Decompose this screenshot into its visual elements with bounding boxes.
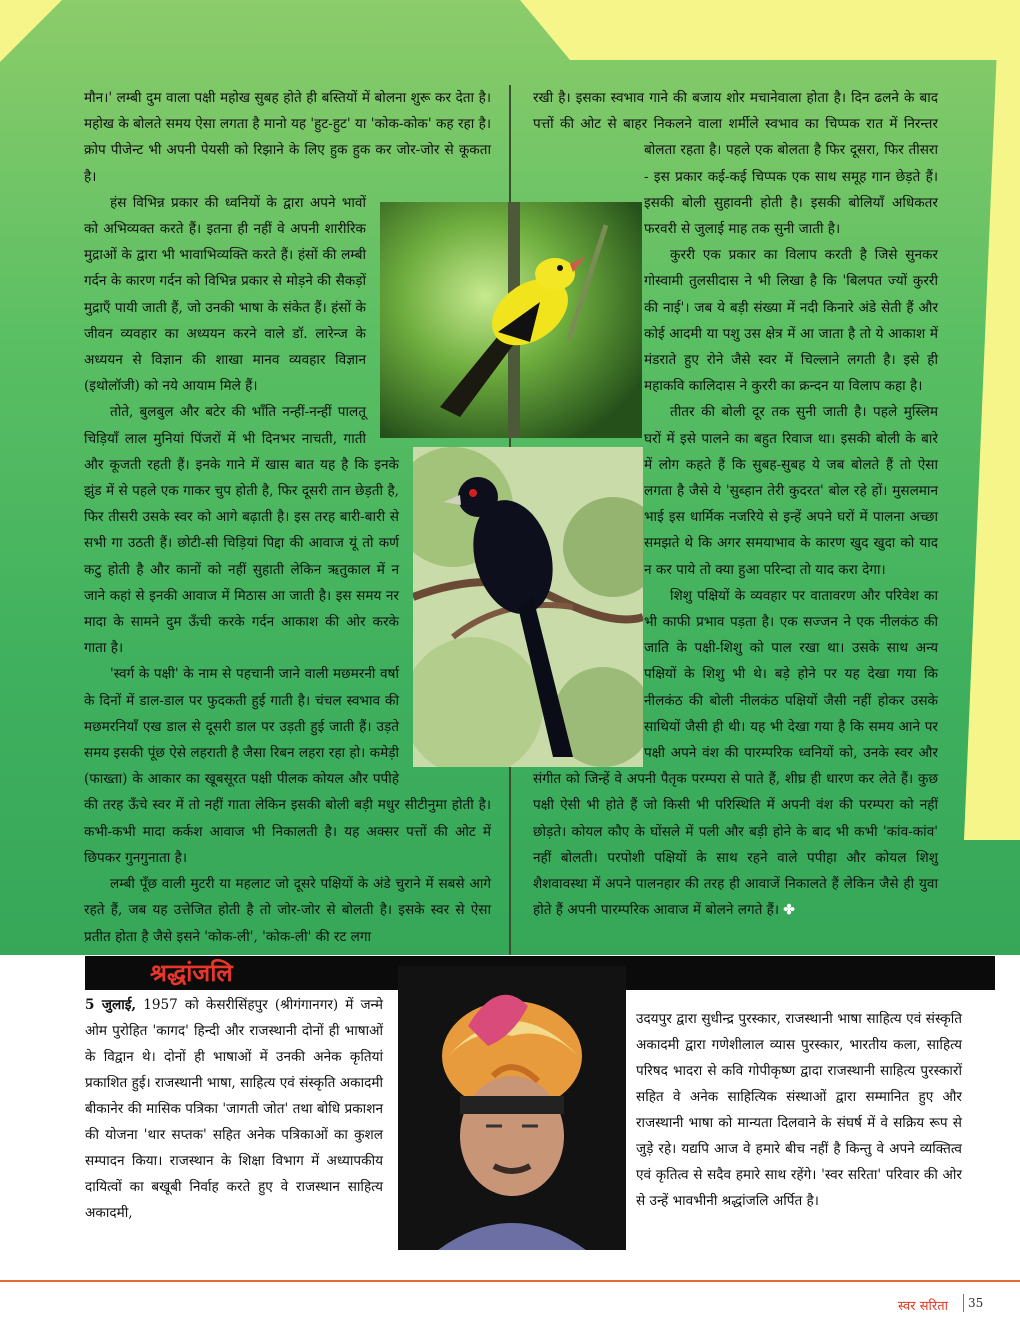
portrait-photo [398,966,626,1250]
page-number: 35 [968,1296,984,1310]
left-paragraph-1: मौन।' लम्बी दुम वाला पक्षी महोख सुबह होते ही बस्तियों में बोलना शुरू कर देता है। महोख के बोलते समय ऐसा लगता है मानो यह 'हुट-हुट' या 'कोक-कोक' कह रहा है। क्रोप पीजेन्ट भी अपनी पेयसी को रिझाने के लिए हुक हुक कर जोर-जोर से कूकता है। [84,90,491,185]
right-paragraph-2: कुररी एक प्रकार का विलाप करती है जिसे सुनकर गोस्वामी तुलसीदास ने भी लिखा है कि 'बिलपत ज्यों कुररी की नाई'। जब ये बड़ी संख्या में नदी किनारे अंडे सेती हैं और कोई आदमी या पशु उस क्षेत्र में आ जाता है तो ये आकाश में मंडराते हुए रोने जैसे स्वर में चिल्लाने लगती है। इसे ही महाकवि कालिदास ने कुररी का क्रन्दन या विलाप कहा है। [644,247,938,395]
right-paragraph-1: रखी है। इसका स्वभाव गाने की बजाय शोर मचानेवाला होता है। दिन ढलने के बाद पत्तों की ओट से बाहर निकलने वाला शर्मीले स्वभाव का चिप्पक रात में निरन्तर बोलता रहता है। पहले एक बोलता है फिर दूसरा, फिर तीसरा - इस प्रकार कई-कई चिप्पक एक साथ समूह गान छेड़ते हैं। इसकी बोली सुहावनी होती है। इसकी बोलियाँ अधिकतर फरवरी से जुलाई माह तक सुनी जाती है। [533,90,938,238]
footer-separator [963,1294,964,1312]
tribute-right-body: उदयपुर द्वारा सुधीन्द्र पुरस्कार, राजस्थानी भाषा साहित्य एवं संस्कृति अकादमी द्वारा गणेशीलाल व्यास पुरस्कार, भारतीय कला, साहित्य परिषद भादरा से कवि गोपीकृष्ण द्वादा राजस्थानी साहित्य पुरस्कारों सहित वे अनेक साहित्यिक संस्थाओं द्वारा सम्मानित हुए और राजस्थानी भाषा को मान्यता दिलवाने के संघर्ष में वे सक्रिय रूप से जुड़े रहे। यद्यपि आज वे हमारे बीच नहीं है किन्तु वे अपने व्यक्तित्व एवं कृतित्व से सदैव हमारे साथ रहेंगे। 'स्वर सरिता' परिवार की ओर से उन्हें भावभीनी श्रद्धांजलि अर्पित है। [636,1011,962,1209]
right-paragraph-3: तीतर की बोली दूर तक सुनी जाती है। पहले मुस्लिम घरों में इसे पालने का बहुत रिवाज था। इसकी बोली के बारे में लोग कहते हैं कि सुबह-सुबह ये जब बोलते हैं तो ऐसा लगता है जैसे ये 'सुब्हान तेरी कुदरत' बोल रहे हों। मुसलमान भाई इस धार्मिक नजरिये से इन्हें अपने घरों में पालना अच्छा समझते थे कि अगर समयाभाव के कारण खुद खुदा को याद न कर पाये तो क्या हुआ परिन्दा तो याद करा देगा। [644,404,938,578]
tribute-title: श्रद्धांजलि [150,959,233,987]
end-ornament: ✤ [783,902,795,919]
yellow-band-top-right [520,0,1020,60]
tribute-right-text [636,1006,962,1214]
right-article-column [533,85,938,924]
tribute-left-body: 1957 को केसरीसिंहपुर (श्रीगंगानगर) में जन्मे ओम पुरोहित 'कागद' हिन्दी और राजस्थानी दोनों ही भाषाओं के विद्वान थे। दोनों ही भाषाओं में उनकी अनेक कृतियां प्रकाशित हुई। राजस्थानी भाषा, साहित्य एवं संस्कृति अकादमी बीकानेर की मासिक पत्रिका 'जागती जोत' तथा बोधि प्रकाशन की योजना 'थार सप्तक' सहित अनेक पत्रिकाओं का कुशल सम्पादन किया। राजस्थान के शिक्षा विभाग में अध्यापकीय दायित्वों का बखूबी निर्वाह करते हुए वे राजस्थान साहित्य अकादमी, [85,997,383,1221]
left-paragraph-4: 'स्वर्ग के पक्षी' के नाम से पहचानी जाने वाली मछमरनी वर्षा के दिनों में डाल-डाल पर फुदकती हुई गाती है। चंचल स्वभाव की मछमरनियाँ एख डाल से दूसरी डाल पर उड़ती हुई जाती हैं। उड़ते समय इसकी पूंछ ऐसे लहराती है जैसा रिबन लहरा रहा हो। कमेड़ी (फाख्ता) के आकार का खूबसूरत पक्षी पीलक कोयल और पपीहे की तरह ऊँचे स्वर में तो नहीं गाता लेकिन इसकी बोली बड़ी मधुर सीटीनुमा होती है। कभी-कभी मादा कर्कश आवाज भी निकालती है। यह अक्सर पत्तों की ओट में छिपकर गुनगुनाता है। [84,666,491,866]
yellow-corner-top-left [0,0,62,62]
left-paragraph-2: हंस विभिन्न प्रकार की ध्वनियों के द्वारा अपने भावों को अभिव्यक्त करते हैं। इतना ही नहीं वे अपनी शारीरिक मुद्राओं के द्वारा भी भावाभिव्यक्ति करते हैं। हंसों की लम्बी गर्दन के कारण गर्दन को विभिन्न प्रकार से मोड़ने की सैकड़ों मुद्राएँ पायी जाती हैं, जो उनकी भाषा के संकेत हैं। हंसों के जीवन व्यवहार का अध्ययन करने वाले डॉ. लारेन्ज के अध्ययन से विज्ञान की शाखा मानव व्यवहार विज्ञान (इथोलॉजी) को नये आयाम मिले हैं। [84,194,366,395]
left-paragraph-3: तोते, बुलबुल और बटेर की भाँति नन्हीं-नन्हीं पालतू चिड़ियाँ लाल मुनियां पिंजरों में भी दिनभर नाचती, गाती और कूजती रहती हैं। इनके गाने में खास बात यह है कि इनके झुंड में से पहले एक गाकर चुप होती है, फिर दूसरी तान छेड़ती है, फिर तीसरी उसके स्वर को आगे बढ़ाती है। इस तरह बारी-बारी से सभी गा उठती हैं। छोटी-सी चिड़ियां पिद्दा की आवाज यूं तो कर्ण कटु होती है और कानों को नहीं सुहाती लेकिन ऋतुकाल में न जाने कहां से इनकी आवाज में मिठास आ जाती है। इस समय नर मादा के सामने दुम ऊँची करके गर्दन आकाश की ओर करके गाता है। [84,404,399,657]
footer-rule [0,1280,1020,1282]
right-paragraph-4: शिशु पक्षियों के व्यवहार पर वातावरण और परिवेश का भी काफी प्रभाव पड़ता है। एक सज्जन ने एक नीलकंठ की जाति के पक्षी-शिशु को पाल रखा था। उसके साथ अन्य पक्षियों के शिशु भी थे। बड़े होने पर यह देखा गया कि नीलकंठ की बोली नीलकंठ पक्षियों जैसी नहीं होकर उसके साथियों जैसी ही थी। यह भी देखा गया है कि समय आने पर पक्षी अपने वंश की पारम्परिक ध्वनियों को, उनके स्वर और संगीत को जिन्हें वे अपनी पैतृक परम्परा से पाते हैं, शीघ्र ही धारण कर लेते हैं। कुछ पक्षी ऐसी भी होते हैं जो किसी भी परिस्थिति में अपनी वंश की परम्परा को नहीं छोड़ते। कोयल कौए के घोंसले में पली और बड़ी होने के बाद भी कभी 'कांव-कांव' नहीं बोलती। परपोशी पक्षियों के साथ रहने वाले पपीहा और कोयल शिशु शैशवावस्था में अपने पालनहार की तरह ही आवाजें निकालते हैं लेकिन जैसे ही युवा होते हैं अपनी पारम्परिक आवाज में बोलने लगते हैं। [533,587,938,919]
left-paragraph-5: लम्बी पूँछ वाली मुटरी या महलाट जो दूसरे पक्षियों के अंडे चुराने में सबसे आगे रहते हैं, जब यह उत्तेजित होती है तो जोर-जोर से बोलती है। इसके स्वर से ऐसा प्रतीत होता है जैसे इसने 'कोक-ली', 'कोक-ली' की रट लगा [84,876,491,945]
left-article-column [84,85,491,950]
tribute-left-text [85,992,383,1226]
magazine-name: स्वर सरिता [898,1299,948,1314]
tribute-date: 5 जुलाई, [85,997,137,1013]
